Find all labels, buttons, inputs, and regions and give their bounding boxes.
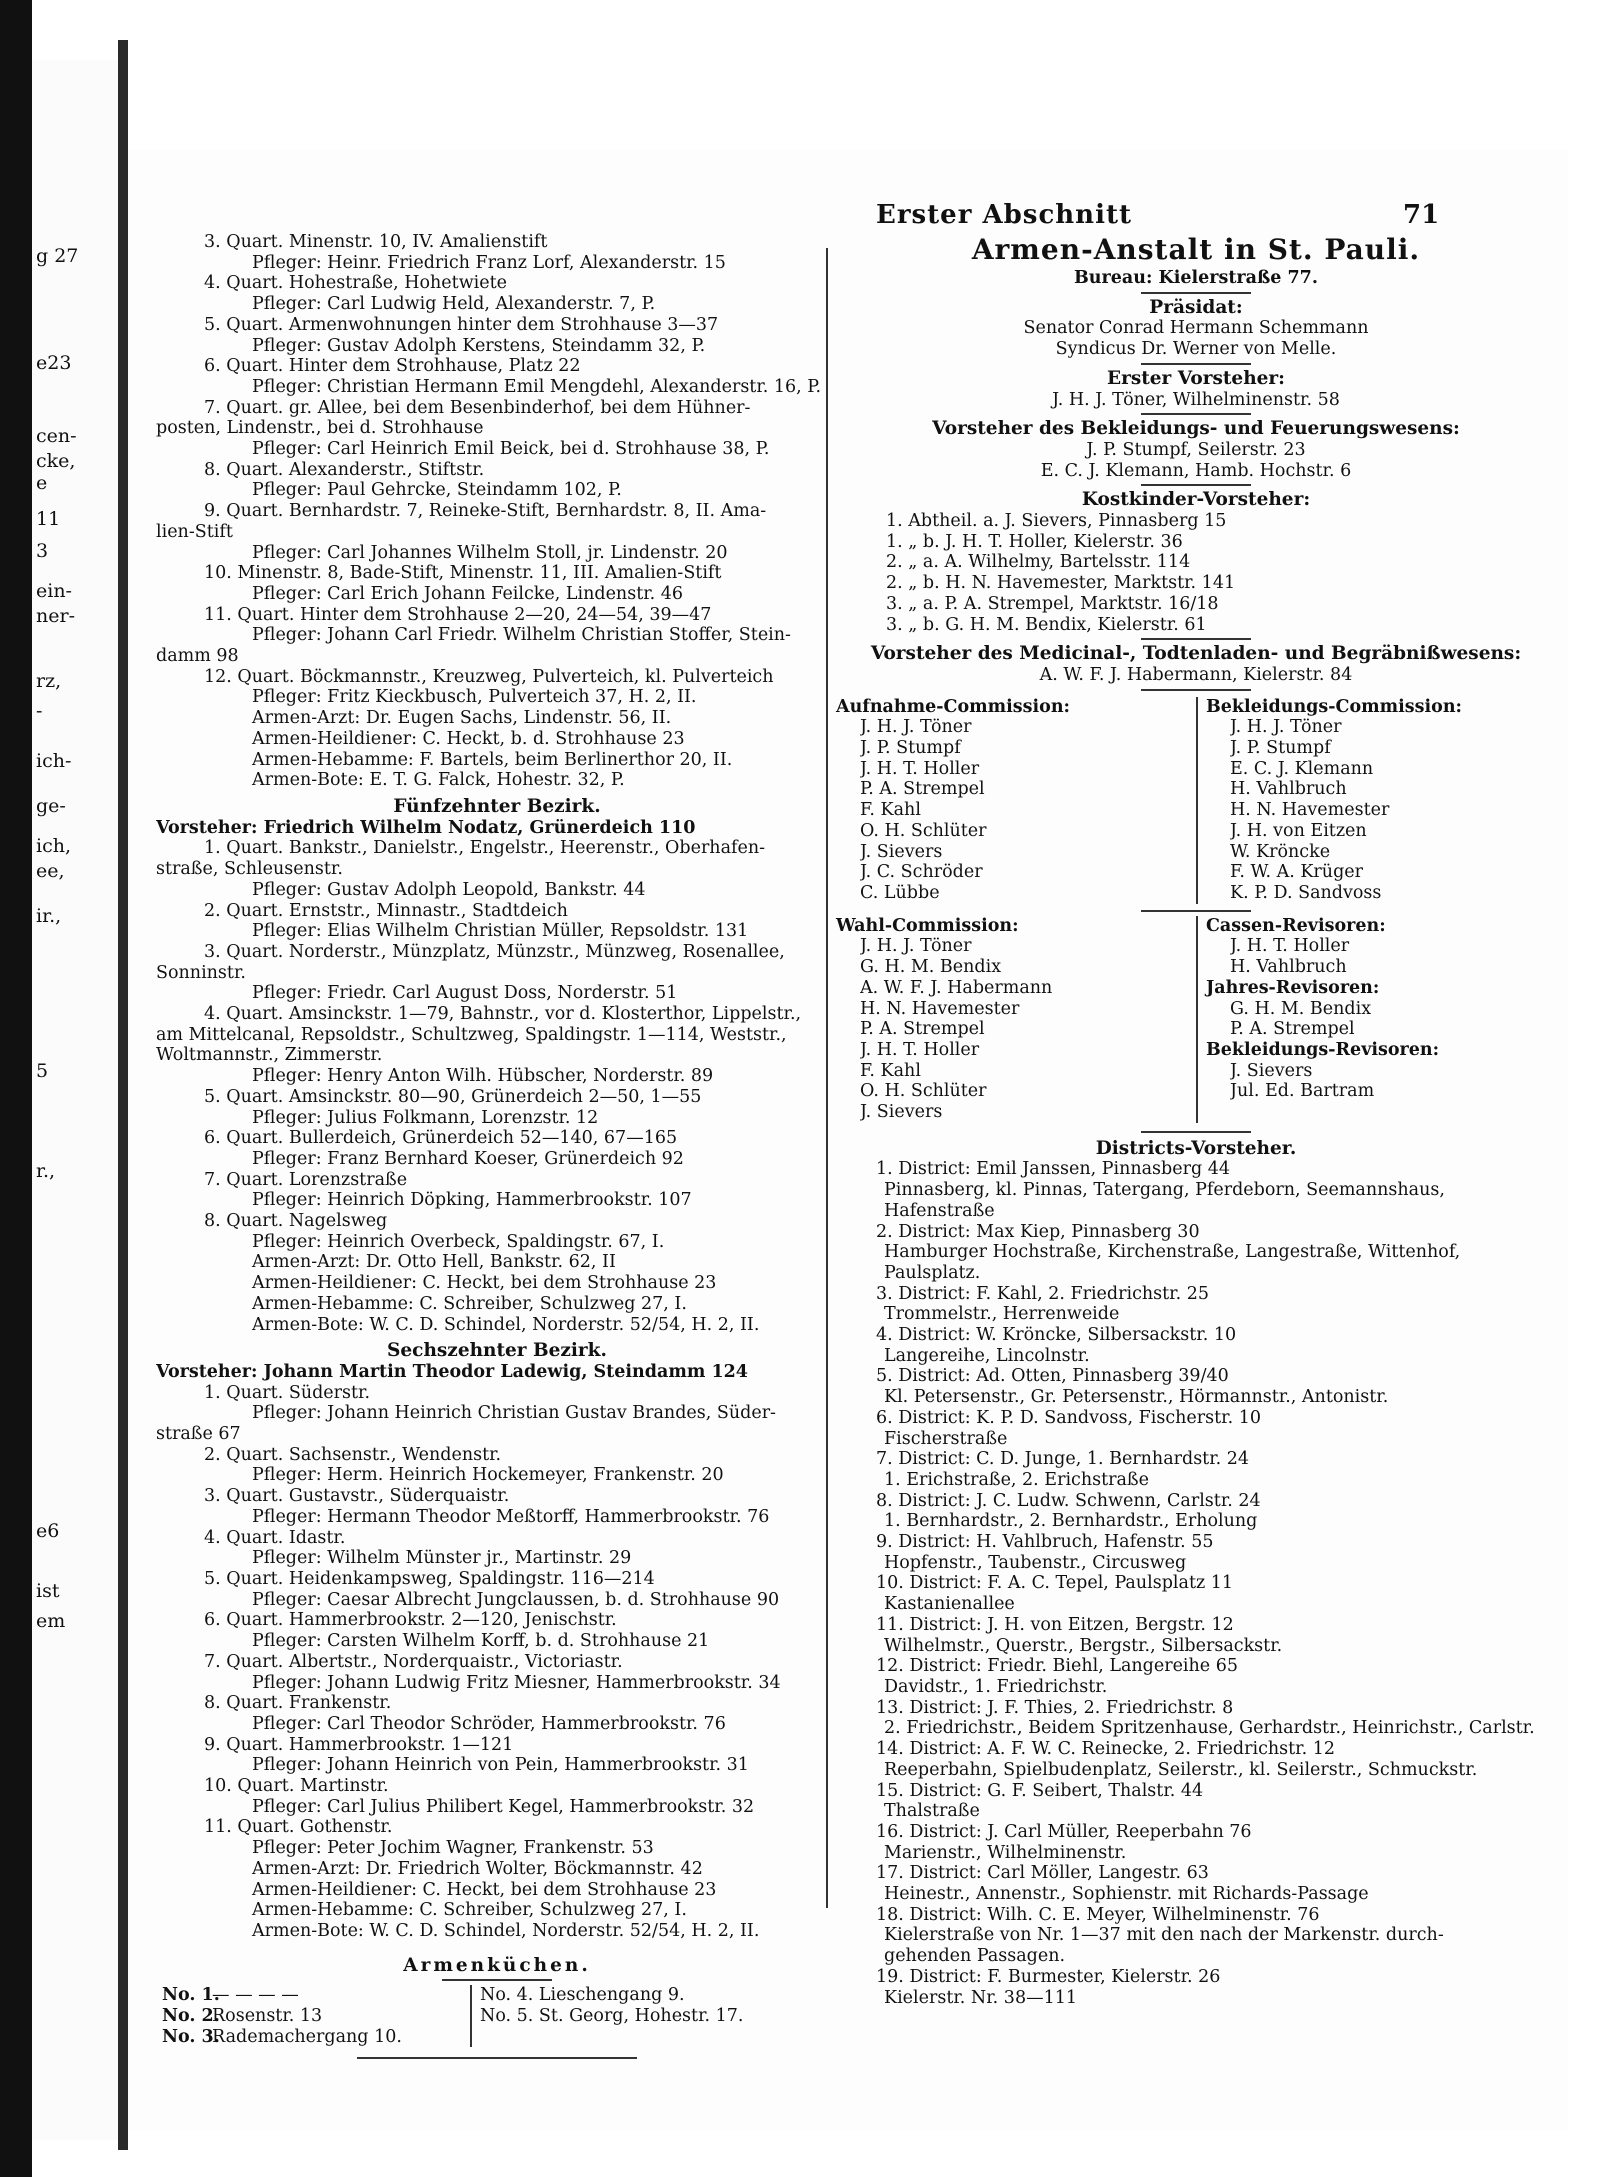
district-line: 12. District: Friedr. Biehl, Langereihe 65 — [876, 1656, 1238, 1677]
entry-line: 6. Quart. Bullerdeich, Grünerdeich 52—140, 67—165 — [204, 1128, 678, 1149]
entry-line: Pfleger: Gustav Adolph Leopold, Bankstr. 44 — [252, 879, 646, 900]
jahres-list — [1206, 999, 1556, 1040]
entry-line: J. H. T. Holler — [1230, 936, 1350, 957]
district-line: Thalstraße — [884, 1801, 980, 1822]
entry-line: J. C. Schröder — [860, 862, 983, 883]
district-line: Heinestr., Annenstr., Sophienstr. mit Richards-Passage — [884, 1884, 1369, 1905]
entry-line: 2. Quart. Ernststr., Minnastr., Stadtdeich — [204, 900, 568, 921]
entry-line: J. Sievers — [1230, 1060, 1313, 1081]
entry-line: Vorsteher: Johann Martin Theodor Ladewig, Steindamm 124 — [156, 1361, 748, 1382]
foster-heading: Kostkinder-Vorsteher: — [1081, 489, 1311, 511]
entry-line: 6. Quart. Hammerbrookstr. 2—120, Jenischstr. — [204, 1610, 617, 1631]
district-15-entries — [156, 818, 838, 1336]
district-line: gehenden Passagen. — [884, 1946, 1066, 1967]
kitchens-list — [156, 1985, 838, 2047]
entry-line: 9. Quart. Bernhardstr. 7, Reineke-Stift, Bernhardstr. 8, II. Ama- — [204, 501, 767, 522]
facing-page-fragment: ich- — [36, 750, 72, 772]
entry-line: P. A. Strempel — [860, 779, 985, 800]
district-line: Trommelstr., Herrenweide — [884, 1304, 1120, 1325]
entry-line: Pfleger: Carl Johannes Wilhelm Stoll, jr. Lindenstr. 20 — [252, 542, 728, 563]
kitchen-address: Rademachergang 10. — [212, 2026, 402, 2047]
entry-line: damm 98 — [156, 646, 239, 667]
entry-line: 2. „ a. A. Wilhelmy, Bartelsstr. 114 — [886, 552, 1191, 573]
entry-line: H. N. Havemester — [860, 998, 1020, 1019]
kitchen-entry — [162, 2006, 462, 2027]
jahres-heading: Jahres-Revisoren: — [1206, 977, 1380, 998]
left-column — [156, 232, 838, 2063]
entry-line: P. A. Strempel — [1230, 1019, 1355, 1040]
district-line: 8. District: J. C. Ludw. Schwenn, Carlstr. 24 — [876, 1490, 1261, 1511]
entry-line: Armen-Hebamme: C. Schreiber, Schulzweg 27, I. — [252, 1900, 687, 1921]
kitchen-number: No. 3. — [162, 2026, 220, 2047]
entry-line: Pfleger: Henry Anton Wilh. Hübscher, Norderstr. 89 — [252, 1066, 714, 1087]
districts-heading: Districts-Vorsteher. — [1095, 1137, 1297, 1159]
entry-line: H. Vahlbruch — [1230, 957, 1347, 978]
rule — [1141, 689, 1251, 691]
running-header: Erster Abschnitt — [876, 200, 1132, 230]
entry-line: Pfleger: Johann Ludwig Fritz Miesner, Hammerbrookstr. 34 — [252, 1672, 781, 1693]
facing-page-fragment: 11 — [36, 508, 61, 530]
kitchens-right — [480, 1985, 838, 2047]
district-line: Hafenstraße — [884, 1200, 995, 1221]
medical-chair: A. W. F. J. Habermann, Kielerstr. 84 — [1039, 664, 1353, 685]
district-line: Marienstr., Wilhelminenstr. — [884, 1842, 1127, 1863]
end-rule — [357, 2057, 637, 2059]
district-16-heading: Sechszehnter Bezirk. — [387, 1340, 607, 1362]
cassen-heading: Cassen-Revisoren: — [1206, 915, 1386, 936]
rule — [1141, 638, 1251, 640]
rule — [1141, 292, 1251, 294]
entry-line: F. W. A. Krüger — [1230, 862, 1363, 883]
entry-line: Pfleger: Johann Heinrich Christian Gustav Brandes, Süder- — [252, 1403, 776, 1424]
entry-line: 3. „ b. G. H. M. Bendix, Kielerstr. 61 — [886, 614, 1207, 635]
districts-list — [836, 1159, 1556, 2008]
entry-line: Pfleger: Paul Gehrcke, Steindamm 102, P. — [252, 480, 622, 501]
rule — [1141, 413, 1251, 415]
facing-page-fragment: cen- — [36, 425, 77, 447]
entry-line: 7. Quart. Lorenzstraße — [204, 1169, 408, 1190]
bekleidungs-revisoren-list — [1206, 1061, 1556, 1102]
kitchen-number: No. 1. — [162, 1985, 220, 2006]
entry-line: J. H. J. Töner — [1230, 717, 1342, 738]
district-line: 7. District: C. D. Junge, 1. Bernhardstr. 24 — [876, 1449, 1250, 1470]
district-line: 9. District: H. Vahlbruch, Hafenstr. 55 — [876, 1532, 1214, 1553]
district-line: Hamburger Hochstraße, Kirchenstraße, Langestraße, Wittenhof, — [884, 1242, 1461, 1263]
entry-line: Woltmannstr., Zimmerstr. — [156, 1045, 383, 1066]
entry-line: Pfleger: Hermann Theodor Meßtorff, Hammerbrookstr. 76 — [252, 1506, 770, 1527]
district-line: Kl. Petersenstr., Gr. Petersenstr., Hörmannstr., Antonistr. — [884, 1387, 1389, 1408]
entry-line: G. H. M. Bendix — [860, 957, 1002, 978]
entry-line: Jul. Ed. Bartram — [1230, 1081, 1375, 1102]
cassen-list — [1206, 936, 1556, 977]
entry-line: Armen-Bote: W. C. D. Schindel, Norderstr. 52/54, H. 2, II. — [252, 1920, 760, 1941]
district-line: 1. District: Emil Janssen, Pinnasberg 44 — [876, 1159, 1230, 1180]
entry-line: Armen-Hebamme: C. Schreiber, Schulzweg 27, I. — [252, 1293, 687, 1314]
facing-page-fragment: e23 — [36, 352, 72, 374]
entry-line: 10. Quart. Martinstr. — [204, 1776, 389, 1797]
district-line: Reeperbahn, Spielbudenplatz, Seilerstr., kl. Seilerstr., Schmuckstr. — [884, 1759, 1478, 1780]
facing-page-fragment: ein- — [36, 580, 72, 602]
entry-line: Pfleger: Carl Ludwig Held, Alexanderstr. 7, P. — [252, 294, 656, 315]
entry-line: Pfleger: Johann Carl Friedr. Wilhelm Christian Stoffer, Stein- — [252, 625, 791, 646]
facing-page-fragment: ner- — [36, 605, 75, 627]
rule — [442, 1979, 552, 1981]
entry-line: W. Kröncke — [1230, 841, 1331, 862]
entry-line: 4. Quart. Amsinckstr. 1—79, Bahnstr., vor d. Klosterthor, Lippelstr., — [204, 1004, 802, 1025]
entry-line: 3. Quart. Gustavstr., Süderquaistr. — [204, 1486, 510, 1507]
entry-line: No. 5. St. Georg, Hohestr. 17. — [480, 2006, 744, 2027]
institution-title: Armen-Anstalt in St. Pauli. — [971, 233, 1421, 266]
entry-line: P. A. Strempel — [860, 1019, 985, 1040]
entry-line: Pfleger: Heinrich Overbeck, Spaldingstr. 67, I. — [252, 1231, 665, 1252]
entry-line: Syndicus Dr. Werner von Melle. — [1055, 339, 1337, 360]
entry-line: Pfleger: Carl Julius Philibert Kegel, Hammerbrookstr. 32 — [252, 1796, 755, 1817]
district-line: 5. District: Ad. Otten, Pinnasberg 39/40 — [876, 1366, 1229, 1387]
district-line: 17. District: Carl Möller, Langestr. 63 — [876, 1863, 1209, 1884]
entry-line: Sonninstr. — [156, 962, 246, 983]
entry-line: J. P. Stumpf — [860, 738, 961, 759]
entry-line: 5. Quart. Heidenkampsweg, Spaldingstr. 116—214 — [204, 1569, 655, 1589]
entry-line: 9. Quart. Hammerbrookstr. 1—121 — [204, 1734, 514, 1755]
bekleidung-heading: Bekleidungs-Commission: — [1206, 696, 1463, 717]
district-line: Fischerstraße — [884, 1428, 1008, 1449]
entry-line: H. Vahlbruch — [1230, 779, 1347, 800]
district-line: 4. District: W. Kröncke, Silbersackstr. 10 — [876, 1325, 1237, 1346]
entry-line: F. Kahl — [860, 800, 921, 821]
entry-line: J. H. von Eitzen — [1230, 820, 1367, 841]
entry-line: Armen-Arzt: Dr. Eugen Sachs, Lindenstr. 56, II. — [252, 708, 672, 729]
entry-line: lien-Stift — [156, 521, 233, 542]
entry-line: 6. Quart. Hinter dem Strohhause, Platz 22 — [204, 356, 581, 377]
gutter-shadow — [118, 40, 128, 2150]
district-line: Langereihe, Lincolnstr. — [884, 1345, 1090, 1366]
clothing-heading: Vorsteher des Bekleidungs- und Feuerungswesens: — [932, 418, 1460, 440]
entry-line: J. H. T. Holler — [860, 1039, 980, 1060]
entry-line: No. 4. Lieschengang 9. — [480, 1985, 685, 2006]
entry-line: C. Lübbe — [860, 882, 940, 903]
bekleidung-list — [1206, 717, 1556, 903]
district-16-entries — [156, 1362, 838, 1942]
entry-line: J. H. J. Töner — [860, 936, 972, 957]
entry-line: Pfleger: Franz Bernhard Koeser, Grünerdeich 92 — [252, 1148, 684, 1169]
entry-line: Armen-Arzt: Dr. Friedrich Wolter, Böckmannstr. 42 — [252, 1858, 703, 1879]
entry-line: 1. Abtheil. a. J. Sievers, Pinnasberg 15 — [886, 511, 1227, 532]
district-line: 19. District: F. Burmester, Kielerstr. 26 — [876, 1966, 1221, 1987]
entry-line: Pfleger: Heinr. Friedrich Franz Lorf, Alexanderstr. 15 — [252, 252, 726, 273]
entry-line: Armen-Heildiener: C. Heckt, b. d. Strohhause 23 — [252, 728, 685, 749]
district-line: Kielerstraße von Nr. 1—37 mit den nach der Markenstr. durch- — [884, 1925, 1444, 1946]
rule — [1141, 910, 1251, 912]
district-line: 18. District: Wilh. C. E. Meyer, Wilhelminenstr. 76 — [876, 1904, 1320, 1925]
district-line: 15. District: G. F. Seibert, Thalstr. 44 — [876, 1780, 1204, 1801]
entry-line: F. Kahl — [860, 1060, 921, 1081]
commissions-block-1 — [836, 697, 1556, 904]
district-line: 2. District: Max Kiep, Pinnasberg 30 — [876, 1221, 1200, 1242]
right-column — [836, 232, 1556, 2008]
entry-line: O. H. Schlüter — [860, 820, 987, 841]
commission-divider — [1196, 916, 1198, 1123]
facing-page-fragment: - — [36, 700, 43, 722]
district-line: 2. Friedrichstr., Beidem Spritzenhause, Gerhardstr., Heinrichstr., Carlstr. — [884, 1718, 1535, 1739]
entry-line: 4. Quart. Idastr. — [204, 1527, 346, 1548]
commissions-block-2 — [836, 916, 1556, 1123]
facing-page-fragment: r., — [36, 1160, 56, 1182]
district-line: Hopfenstr., Taubenstr., Circusweg — [884, 1552, 1187, 1573]
entry-line: 3. „ a. P. A. Strempel, Marktstr. 16/18 — [886, 593, 1219, 614]
entry-line: 8. Quart. Frankenstr. — [204, 1693, 392, 1714]
facing-page-fragment: em — [36, 1610, 66, 1632]
facing-page-fragment: g 27 — [36, 245, 79, 267]
page-number: 71 — [1403, 200, 1440, 230]
book-spine-shadow — [0, 0, 32, 2177]
revisors — [1186, 916, 1556, 1123]
entry-line: Vorsteher: Friedrich Wilhelm Nodatz, Grünerdeich 110 — [156, 817, 696, 838]
entry-line: Pfleger: Fritz Kieckbusch, Pulverteich 37, H. 2, II. — [252, 687, 697, 708]
entry-line: 11. Quart. Hinter dem Strohhause 2—20, 24—54, 39—47 — [204, 604, 712, 625]
entry-line: Pfleger: Gustav Adolph Kerstens, Steindamm 32, P. — [252, 335, 706, 356]
wahl-heading: Wahl-Commission: — [836, 915, 1019, 936]
kitchen-address: — — — — — [212, 1985, 299, 2006]
district-line: Pinnasberg, kl. Pinnas, Tatergang, Pferdeborn, Seemannshaus, — [884, 1180, 1445, 1201]
entry-line: Armen-Arzt: Dr. Otto Hell, Bankstr. 62, II — [252, 1252, 616, 1273]
foster-list — [836, 511, 1556, 635]
entry-line: 5. Quart. Amsinckstr. 80—90, Grünerdeich 2—50, 1—55 — [204, 1086, 702, 1107]
district-line: Paulsplatz. — [884, 1262, 981, 1283]
district-line: 16. District: J. Carl Müller, Reeperbahn 76 — [876, 1821, 1252, 1842]
facing-page-fragment: ir., — [36, 905, 62, 927]
entry-line: J. P. Stumpf — [1230, 738, 1331, 759]
entry-line: E. C. J. Klemann, Hamb. Hochstr. 6 — [1040, 460, 1352, 481]
entry-line: Pfleger: Carl Theodor Schröder, Hammerbrookstr. 76 — [252, 1713, 726, 1734]
entry-line: J. Sievers — [860, 1102, 943, 1123]
entry-line: 3. Quart. Norderstr., Münzplatz, Münzstr., Münzweg, Rosenallee, — [204, 941, 785, 962]
entry-line: 11. Quart. Gothenstr. — [204, 1817, 393, 1838]
facing-page-fragment: e6 — [36, 1520, 60, 1542]
entry-line: Pfleger: Elias Wilhelm Christian Müller, Repsoldstr. 131 — [252, 921, 749, 942]
bureau-line: Bureau: Kielerstraße 77. — [1074, 268, 1318, 288]
facing-page-fragment: cke, — [36, 450, 76, 472]
facing-page-fragment: ee, — [36, 860, 65, 882]
rule — [1141, 484, 1251, 486]
entry-line: Pfleger: Carl Heinrich Emil Beick, bei d. Strohhause 38, P. — [252, 439, 770, 460]
entry-line: H. N. Havemester — [1230, 800, 1390, 821]
praesidat-heading: Präsidat: — [1149, 296, 1243, 318]
commission-divider — [1196, 697, 1198, 904]
aufnahme-heading: Aufnahme-Commission: — [836, 696, 1071, 717]
entry-line: Armen-Hebamme: F. Bartels, beim Berlinerthor 20, II. — [252, 749, 733, 770]
entry-line: K. P. D. Sandvoss — [1230, 882, 1382, 903]
entry-line: 1. „ b. J. H. T. Holler, Kielerstr. 36 — [886, 531, 1183, 552]
district-line: 6. District: K. P. D. Sandvoss, Fischerstr. 10 — [876, 1407, 1262, 1428]
district-line: Kastanienallee — [884, 1594, 1015, 1615]
document-page — [128, 150, 1568, 2130]
entry-line: Armen-Bote: E. T. G. Falck, Hohestr. 32, P. — [252, 770, 625, 791]
entry-line: J. P. Stumpf, Seilerstr. 23 — [1086, 439, 1306, 460]
kitchen-entry — [162, 1985, 462, 2006]
entry-line: Pfleger: Julius Folkmann, Lorenzstr. 12 — [252, 1107, 599, 1128]
bekleidung-commission — [1186, 697, 1556, 904]
district-15-heading: Fünfzehnter Bezirk. — [393, 795, 601, 817]
district-line: Davidstr., 1. Friedrichstr. — [884, 1677, 1108, 1697]
entry-line: Pfleger: Friedr. Carl August Doss, Norderstr. 51 — [252, 983, 678, 1004]
facing-page-fragment: e — [36, 472, 48, 494]
rule — [1141, 1131, 1251, 1133]
entry-line: 2. Quart. Sachsenstr., Wendenstr. — [204, 1444, 502, 1465]
entry-line: Pfleger: Carl Erich Johann Feilcke, Lindenstr. 46 — [252, 583, 684, 604]
district-line: Kielerstr. Nr. 38—111 — [884, 1987, 1077, 2008]
entry-line: 7. Quart. Albertstr., Norderquaistr., Victoriastr. — [204, 1651, 623, 1672]
entry-line: 10. Minenstr. 8, Bade-Stift, Minenstr. 11, III. Amalien-Stift — [204, 563, 722, 584]
entry-line: posten, Lindenstr., bei d. Strohhause — [156, 418, 484, 439]
district-line: 1. Bernhardstr., 2. Bernhardstr., Erholung — [884, 1511, 1258, 1532]
entry-line: 7. Quart. gr. Allee, bei dem Besenbinderhof, bei dem Hühner- — [204, 397, 751, 418]
entry-line: Armen-Heildiener: C. Heckt, bei dem Strohhause 23 — [252, 1879, 717, 1900]
entry-line: Senator Conrad Hermann Schemmann — [1023, 318, 1369, 339]
kitchen-address: Rosenstr. 13 — [212, 2006, 323, 2027]
district-line: 13. District: J. F. Thies, 2. Friedrichstr. 8 — [876, 1697, 1234, 1718]
kitchen-entry — [162, 2027, 462, 2048]
district-line: Wilhelmstr., Querstr., Bergstr., Silbersackstr. — [884, 1635, 1283, 1656]
entry-line: Pfleger: Caesar Albrecht Jungclaussen, b. d. Strohhause 90 — [252, 1589, 780, 1610]
district-line: 3. District: F. Kahl, 2. Friedrichstr. 25 — [876, 1283, 1210, 1304]
entry-line: 1. Quart. Bankstr., Danielstr., Engelstr., Heerenstr., Oberhafen- — [204, 838, 766, 859]
rule — [1141, 363, 1251, 365]
kitchens-heading: Armenküchen. — [403, 1954, 591, 1976]
entry-line: Pfleger: Christian Hermann Emil Mengdehl, Alexanderstr. 16, P. — [252, 376, 822, 397]
district-line: 1. Erichstraße, 2. Erichstraße — [884, 1469, 1149, 1490]
kitchens-divider — [470, 1985, 472, 2047]
district-14-continuation — [156, 232, 838, 791]
aufnahme-commission — [836, 697, 1186, 904]
entry-line: O. H. Schlüter — [860, 1081, 987, 1102]
entry-line: 2. „ b. H. N. Havemester, Marktstr. 141 — [886, 573, 1236, 594]
first-chair: J. H. J. Töner, Wilhelminenstr. 58 — [1052, 389, 1340, 410]
facing-page-fragment: ist — [36, 1580, 60, 1602]
facing-page-fragment: ich, — [36, 835, 71, 857]
clothing-list — [836, 440, 1556, 481]
entry-line: Pfleger: Peter Jochim Wagner, Frankenstr. 53 — [252, 1838, 654, 1859]
aufnahme-list — [836, 717, 1186, 903]
kitchen-number: No. 2. — [162, 2006, 220, 2027]
wahl-list — [836, 936, 1186, 1122]
bekleidungs-revisoren-heading: Bekleidungs-Revisoren: — [1206, 1039, 1440, 1060]
entry-line: Pfleger: Herm. Heinrich Hockemeyer, Frankenstr. 20 — [252, 1465, 724, 1486]
entry-line: E. C. J. Klemann — [1230, 758, 1374, 779]
facing-page-fragment: ge- — [36, 795, 66, 817]
entry-line: 5. Quart. Armenwohnungen hinter dem Strohhause 3—37 — [204, 314, 719, 335]
district-line: 11. District: J. H. von Eitzen, Bergstr. 12 — [876, 1614, 1234, 1635]
entry-line: J. H. T. Holler — [860, 758, 980, 779]
entry-line: 8. Quart. Nagelsweg — [204, 1211, 388, 1232]
praesidat-list — [836, 318, 1556, 359]
entry-line: J. Sievers — [860, 841, 943, 862]
entry-line: Armen-Bote: W. C. D. Schindel, Norderstr. 52/54, H. 2, II. — [252, 1314, 760, 1335]
entry-line: 4. Quart. Hohestraße, Hohetwiete — [204, 273, 508, 294]
facing-page-fragment: 3 — [36, 540, 49, 562]
district-line: 14. District: A. F. W. C. Reinecke, 2. Friedrichstr. 12 — [876, 1739, 1335, 1760]
wahl-commission — [836, 916, 1186, 1123]
entry-line: Pfleger: Wilhelm Münster jr., Martinstr. 29 — [252, 1548, 632, 1569]
medical-heading: Vorsteher des Medicinal-, Todtenladen- und Begräbnißwesens: — [870, 643, 1522, 665]
entry-line: am Mittelcanal, Repsoldstr., Schultzweg, Spaldingstr. 1—114, Weststr., — [156, 1024, 787, 1045]
entry-line: G. H. M. Bendix — [1230, 998, 1372, 1019]
district-line: 10. District: F. A. C. Tepel, Paulsplatz 11 — [876, 1573, 1234, 1594]
entry-line: Pfleger: Johann Heinrich von Pein, Hammerbrookstr. 31 — [252, 1755, 749, 1776]
entry-line: straße, Schleusenstr. — [156, 859, 343, 880]
entry-line: 1. Quart. Süderstr. — [204, 1382, 371, 1403]
entry-line: Pfleger: Heinrich Döpking, Hammerbrookstr. 107 — [252, 1190, 692, 1211]
entry-line: straße 67 — [156, 1424, 241, 1445]
entry-line: J. H. J. Töner — [860, 717, 972, 738]
entry-line: 8. Quart. Alexanderstr., Stiftstr. — [204, 459, 485, 480]
entry-line: Armen-Heildiener: C. Heckt, bei dem Strohhause 23 — [252, 1273, 717, 1294]
entry-line: 12. Quart. Böckmannstr., Kreuzweg, Pulverteich, kl. Pulverteich — [204, 666, 774, 687]
first-chair-heading: Erster Vorsteher: — [1106, 367, 1286, 389]
entry-line: 3. Quart. Minenstr. 10, IV. Amalienstift — [204, 232, 548, 252]
entry-line: A. W. F. J. Habermann — [860, 977, 1053, 998]
facing-page-fragment: 5 — [36, 1060, 49, 1082]
kitchens-left — [162, 1985, 462, 2047]
facing-page-edge — [32, 60, 118, 2140]
entry-line: Pfleger: Carsten Wilhelm Korff, b. d. Strohhause 21 — [252, 1631, 710, 1652]
facing-page-fragment: rz, — [36, 670, 62, 692]
